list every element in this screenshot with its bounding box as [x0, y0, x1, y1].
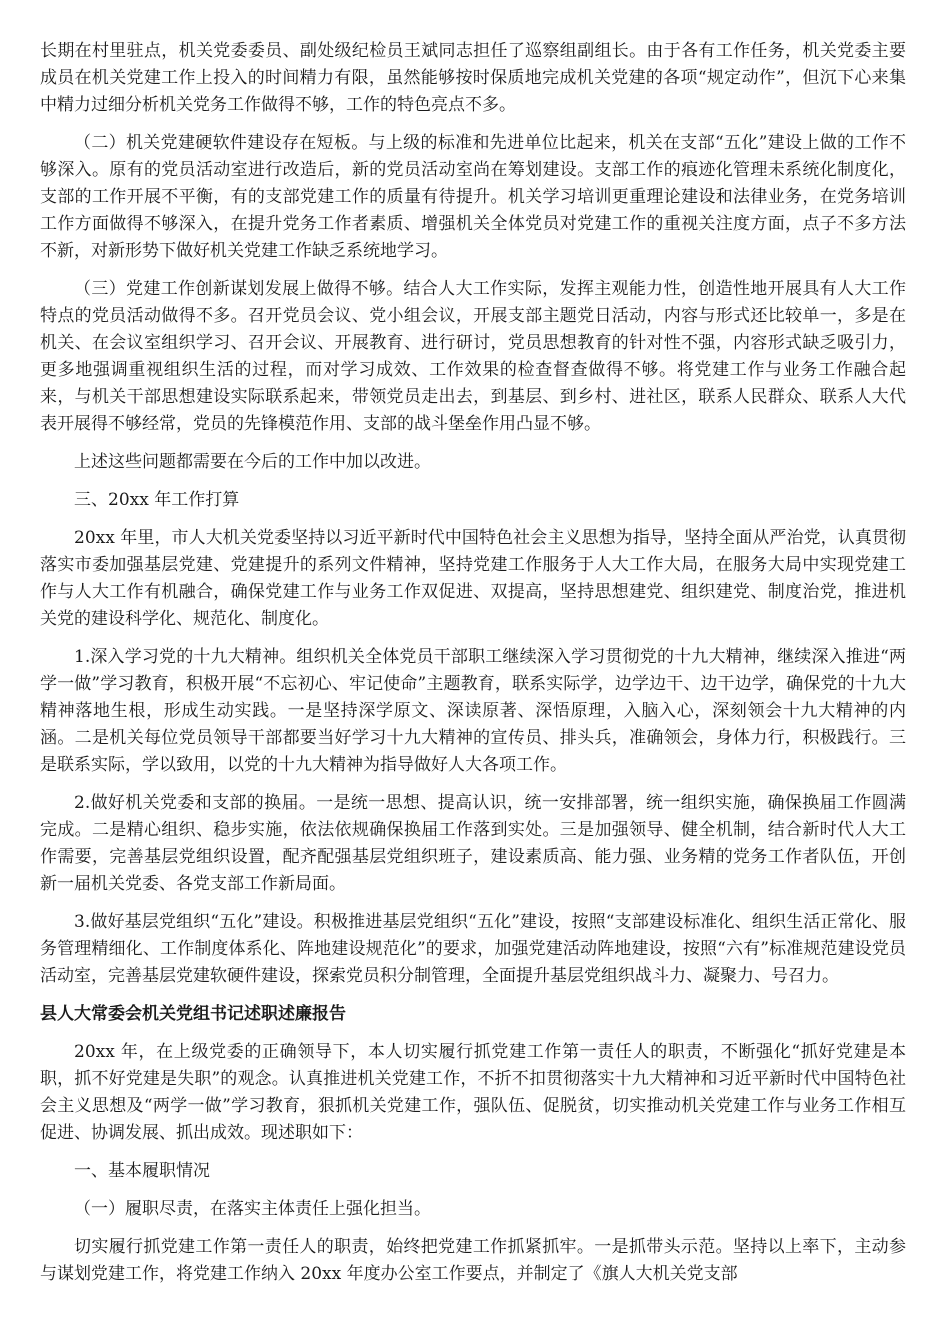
paragraph: 20xx 年，在上级党委的正确领导下，本人切实履行抓党建工作第一责任人的职责，不断强化“抓好党建是本职，抓不好党建是失职”的观念。认真推进机关党建工作，不折不扣贯彻落实十九大精神和习近平新时代中国特色社会主义思想及“两学一做”学习教育，狠抓机关党建工作，强队伍、促脱贫，切实推动机关党建工作与业务工作相互促进、协调发展、抓出成效。现述职如下： [40, 1042, 906, 1143]
paragraph: （二）机关党建硬软件建设存在短板。与上级的标准和先进单位比起来，机关在支部“五化”建设上做的工作不够深入。原有的党员活动室进行改造后，新的党员活动室尚在筹划建设。支部工作的痕迹化管理未系统化制度化，支部的工作开展不平衡，有的支部党建工作的质量有待提升。机关学习培训更重理论建设和法律业务，在党务培训工作方面做得不够深入，在提升党务工作者素质、增强机关全体党员对党建工作的重视关注度方面，点子不多方法不新，对新形势下做好机关党建工作缺乏系统地学习。 [40, 133, 906, 261]
section-heading: 三、20xx 年工作打算 [74, 490, 240, 510]
paragraph: 切实履行抓党建工作第一责任人的职责，始终把党建工作抓紧抓牢。一是抓带头示范。坚持以上率下，主动参与谋划党建工作，将党建工作纳入 20xx 年度办公室工作要点，并制定了《旗人大机关党支部 [40, 1237, 906, 1284]
paragraph: 上述这些问题都需要在今后的工作中加以改进。 [74, 452, 431, 472]
document-page [40, 38, 906, 1299]
paragraph: 1.深入学习党的十九大精神。组织机关全体党员干部职工继续深入学习贯彻党的十九大精神，继续深入推进“两学一做”学习教育，积极开展“不忘初心、牢记使命”主题教育，联系实际学，边学边干、边干边学，确保党的十九大精神落地生根，形成生动实践。一是坚持深学原文、深读原著、深悟原理，入脑入心，深刻领会十九大精神的内涵。二是机关每位党员领导干部都要当好学习十九大精神的宣传员、排头兵，准确领会，身体力行，积极践行。三是联系实际，学以致用，以党的十九大精神为指导做好人大各项工作。 [40, 647, 906, 775]
report-title: 县人大常委会机关党组书记述职述廉报告 [40, 1004, 346, 1024]
paragraph: 长期在村里驻点，机关党委委员、副处级纪检员王斌同志担任了巡察组副组长。由于各有工作任务，机关党委主要成员在机关党建工作上投入的时间精力有限，虽然能够按时保质地完成机关党建的各项“规定动作”，但沉下心来集中精力过细分析机关党务工作做得不够，工作的特色亮点不多。 [40, 41, 906, 115]
section-heading: 一、基本履职情况 [74, 1161, 210, 1181]
paragraph: 2.做好机关党委和支部的换届。一是统一思想、提高认识，统一安排部署，统一组织实施，确保换届工作圆满完成。二是精心组织、稳步实施，依法依规确保换届工作落到实处。三是加强领导、健全机制，结合新时代人大工作需要，完善基层党组织设置，配齐配强基层党组织班子，建设素质高、能力强、业务精的党务工作者队伍，开创新一届机关党委、各党支部工作新局面。 [40, 793, 906, 894]
paragraph: （三）党建工作创新谋划发展上做得不够。结合人大工作实际，发挥主观能力性，创造性地开展具有人大工作特点的党员活动做得不多。召开党员会议、党小组会议，开展支部主题党日活动，内容与形式还比较单一，多是在机关、在会议室组织学习、召开会议、开展教育、进行研讨，党员思想教育的针对性不强，内容形式缺乏吸引力，更多地强调重视组织生活的过程，而对学习成效、工作效果的检查督查做得不够。将党建工作与业务工作融合起来，与机关干部思想建设实际联系起来，带领党员走出去，到基层、到乡村、进社区，联系人民群众、联系人大代表开展得不够经常，党员的先锋模范作用、支部的战斗堡垒作用凸显不够。 [40, 279, 906, 434]
paragraph: 20xx 年里，市人大机关党委坚持以习近平新时代中国特色社会主义思想为指导，坚持全面从严治党，认真贯彻落实市委加强基层党建、党建提升的系列文件精神，坚持党建工作服务于人大工作大局，在服务大局中实现党建工作与人大工作有机融合，确保党建工作与业务工作双促进、双提高，坚持思想建党、组织建党、制度治党，推进机关党的建设科学化、规范化、制度化。 [40, 528, 906, 629]
paragraph: 3.做好基层党组织“五化”建设。积极推进基层党组织“五化”建设，按照“支部建设标准化、组织生活正常化、服务管理精细化、工作制度体系化、阵地建设规范化”的要求，加强党建活动阵地建设，按照“六有”标准规范建设党员活动室，完善基层党建软硬件建设，探索党员积分制管理，全面提升基层党组织战斗力、凝聚力、号召力。 [40, 912, 906, 986]
subsection-heading: （一）履职尽责，在落实主体责任上强化担当。 [74, 1199, 431, 1219]
